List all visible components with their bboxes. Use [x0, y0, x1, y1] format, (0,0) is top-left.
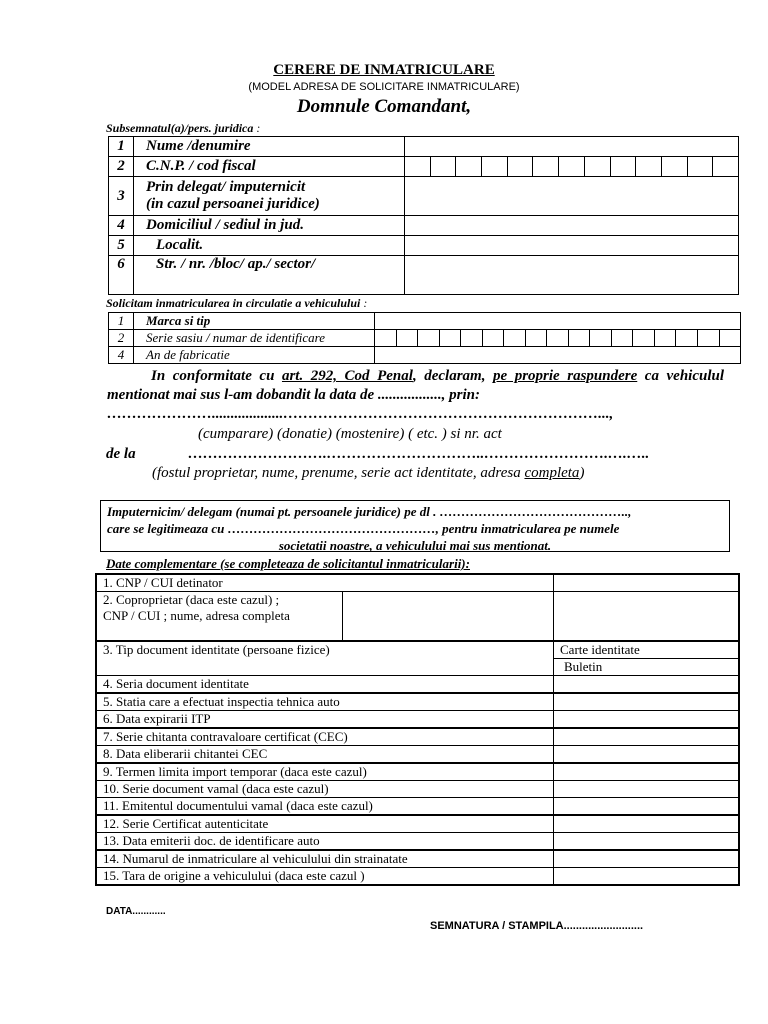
- form-subtitle: (MODEL ADRESA DE SOLICITARE INMATRICULARE): [248, 81, 520, 93]
- table-row: 6. Data expirarii ITP: [96, 711, 739, 729]
- applicant-row-county: 4 Domiciliul / sediul in jud.: [109, 216, 739, 236]
- applicant-row-locality: 5 Localit.: [109, 236, 739, 256]
- applicant-row-street: 6 Str. / nr. /bloc/ ap./ sector/: [109, 256, 739, 295]
- table-row: 10. Serie document vamal (daca este cazul): [96, 781, 739, 798]
- table-row: 9. Termen limita import temporar (daca este cazul): [96, 763, 739, 781]
- table-row: 13. Data emiterii doc. de identificare auto: [96, 833, 739, 851]
- applicant-row-cnp: 2 C.N.P. / cod fiscal: [109, 157, 739, 177]
- table-row: 14. Numarul de inmatriculare al vehiculului din strainatate: [96, 850, 739, 868]
- applicant-label: Subsemnatul(a)/pers. juridica :: [106, 121, 261, 135]
- previous-owner-dots[interactable]: ……………………….…………………………..…………………….….…..: [188, 446, 650, 462]
- vehicle-row-make: 1 Marca si tip: [109, 313, 741, 330]
- applicant-row-delegate: 3 Prin delegat/ imputernicit (in cazul persoanei juridice): [109, 177, 739, 216]
- county-field[interactable]: [405, 216, 739, 236]
- vehicle-label: Solicitam inmatricularea in circulatie a vehiculului :: [106, 296, 368, 310]
- delegate-field[interactable]: [405, 177, 739, 216]
- delegation-box: Imputernicim/ delegam (numai pt. persoanele juridice) pe dl . …………………………………….., care se legitimeaza cu …………………………………………, pentru inmatricularea pe numele societatii noastre, a vehiculului mai sus mentionat.: [100, 500, 730, 552]
- make-field[interactable]: [375, 313, 741, 330]
- table-row: 4. Seria document identitate: [96, 676, 739, 694]
- vehicle-row-vin: 2 Serie sasiu / numar de identificare: [109, 330, 741, 347]
- table-row: 1. CNP / CUI detinator: [96, 574, 739, 592]
- supplementary-table: [95, 573, 740, 886]
- table-row: 2. Coproprietar (daca este cazul) ; CNP / CUI ; nume, adresa completa: [96, 592, 739, 642]
- previous-owner-hint: (fostul proprietar, nume, prenume, serie act identitate, adresa completa): [152, 465, 585, 481]
- table-row: Buletin: [96, 659, 739, 676]
- from-label: de la: [106, 446, 136, 462]
- name-field[interactable]: [405, 137, 739, 157]
- acquisition-dots[interactable]: …………………...................………………………………………………………...,: [107, 406, 614, 422]
- signature-field[interactable]: SEMNATURA / STAMPILA..........................: [430, 920, 644, 932]
- street-field[interactable]: [405, 256, 739, 295]
- vehicle-table: [108, 312, 741, 364]
- vin-field[interactable]: [375, 330, 741, 347]
- table-row: 5. Statia care a efectuat inspectia tehnica auto: [96, 693, 739, 711]
- declaration-text: In conformitate cu art. 292, Cod Penal, declaram, pe proprie raspundere ca vehiculul mentionat mai sus l-am dobandit la data de ................., prin: …………………...................………………………………………………………...,: [107, 368, 725, 422]
- table-row: 12. Serie Certificat autenticitate: [96, 815, 739, 833]
- cnp-field[interactable]: [405, 157, 739, 177]
- table-row: 3. Tip document identitate (persoane fizice) Carte identitate: [96, 641, 739, 659]
- table-row: 8. Data eliberarii chitantei CEC: [96, 746, 739, 764]
- supplementary-title: Date complementare (se completeaza de solicitantul inmatricularii):: [106, 556, 470, 571]
- acquisition-types: (cumparare) (donatie) (mostenire) ( etc. ) si nr. act: [198, 426, 502, 442]
- locality-field[interactable]: [405, 236, 739, 256]
- applicant-table: [108, 136, 739, 295]
- date-field[interactable]: DATA............: [106, 906, 166, 917]
- vehicle-row-year: 4 An de fabricatie: [109, 347, 741, 364]
- form-title: CERERE DE INMATRICULARE: [273, 62, 495, 78]
- applicant-row-name: 1 Nume /denumire: [109, 137, 739, 157]
- table-row: 7. Serie chitanta contravaloare certificat (CEC): [96, 728, 739, 746]
- table-row: 15. Tara de origine a vehiculului (daca este cazul ): [96, 868, 739, 886]
- year-field[interactable]: [375, 347, 741, 364]
- table-row: 11. Emitentul documentului vamal (daca este cazul): [96, 798, 739, 816]
- salutation: Domnule Comandant,: [296, 96, 472, 117]
